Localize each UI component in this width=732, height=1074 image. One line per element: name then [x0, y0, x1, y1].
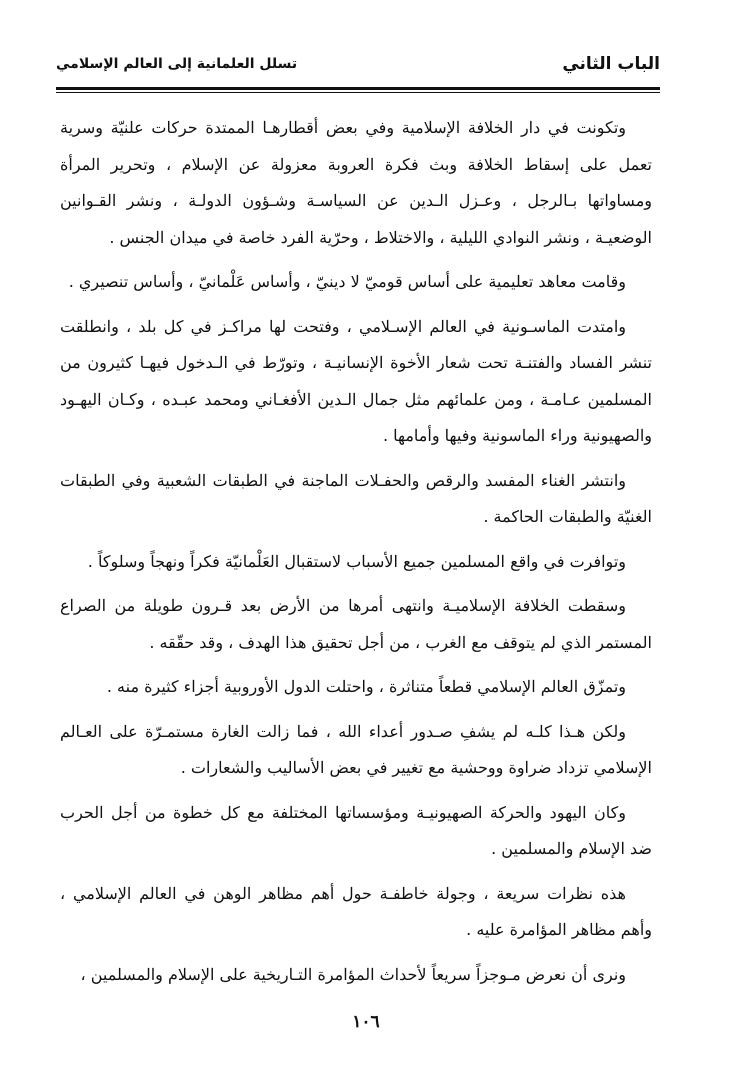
paragraph: وكان اليهود والحركة الصهيونيـة ومؤسساتها المختلفة مع كل خطوة من أجل الحرب ضد الإسلام والمسلمين .	[60, 802, 652, 858]
paragraph: وتوافرت في واقع المسلمين جميع الأسباب لاستقبال العَلْمانيّة فكراً ونهجاً وسلوكاً .	[87, 551, 626, 571]
header-rule-thin	[56, 92, 660, 93]
paragraph: وتمزّق العالم الإسلامي قطعاً متناثرة ، واحتلت الدول الأوروبية أجزاء كثيرة منه .	[106, 677, 626, 696]
paragraph: ولكن هـذا كلـه لم يشفِ صـدور أعداء الله ، فما زالت الغارة مستمـرّة على العـالم الإسلامي تزداد ضراوة ووحشية مع تغيير في بعض الأساليب والشعارات .	[60, 721, 652, 777]
header-rule-thick	[56, 87, 660, 90]
running-header	[56, 50, 660, 82]
chapter-title: الباب الثاني	[562, 54, 660, 74]
paragraph: وسقطت الخلافة الإسلاميـة وانتهى أمرها من الأرض بعد قـرون طويلة من الصراع المستمر الذي لم يتوقف مع الغرب ، من أجل تحقيق هذا الهدف ، وقد حقّقه .	[60, 596, 652, 652]
paragraph: هذه نظرات سريعة ، وجولة خاطفـة حول أهم مظاهر الوهن في العالم الإسلامي ، وأهم مظاهر المؤامرة عليه .	[60, 883, 652, 939]
paragraph: وامتدت الماسـونية في العالم الإسـلامي ، وفتحت لها مراكـز في كل بلد ، وانطلقت تنشر الفساد والفتنـة تحت شعار الأخوة الإنسانيـة ، وتورّط في الـدخول فيهـا كثيرون من المسلمين عـامـة ، ومن علمائهم مثل جمال الـدين الأفغـاني ومحمد عبـده ، وكـان اليهـود والصهيونية وراء الماسونية وفيها وأمامها .	[60, 316, 652, 445]
paragraph: وتكونت في دار الخلافة الإسلامية وفي بعض أقطارهـا الممتدة حركات علنيّة وسرية تعمل على إسقاط الخلافة وبث فكرة العروبة معزولة عن الإسلام ، وتحرير المرأة ومساواتها بـالرجل ، وعـزل الـدين عن السياسـة وشـؤون الدولـة ، ونشر القـوانين الوضعيـة ، ونشر النوادي الليلية ، والاختلاط ، وحرّية الفرد خاصة في ميدان الجنس .	[60, 118, 652, 247]
paragraph: ونرى أن نعرض مـوجزاً سريعاً لأحداث المؤامرة التـاريخية على الإسلام والمسلمين ،	[80, 964, 626, 984]
paragraph: وقامت معاهد تعليمية على أساس قوميّ لا دينيّ ، وأساس عَلْمانيّ ، وأساس تنصيري .	[68, 272, 626, 291]
page-number: ١٠٦	[352, 1012, 380, 1032]
paragraph: وانتشر الغناء المفسد والرقص والحفـلات الماجنة في الطبقات الشعبية وفي الطبقات الغنيّة والطبقات الحاكمة .	[60, 470, 652, 526]
section-title: تسلل العلمانية إلى العالم الإسلامي	[56, 56, 298, 72]
body-text	[60, 110, 652, 1001]
